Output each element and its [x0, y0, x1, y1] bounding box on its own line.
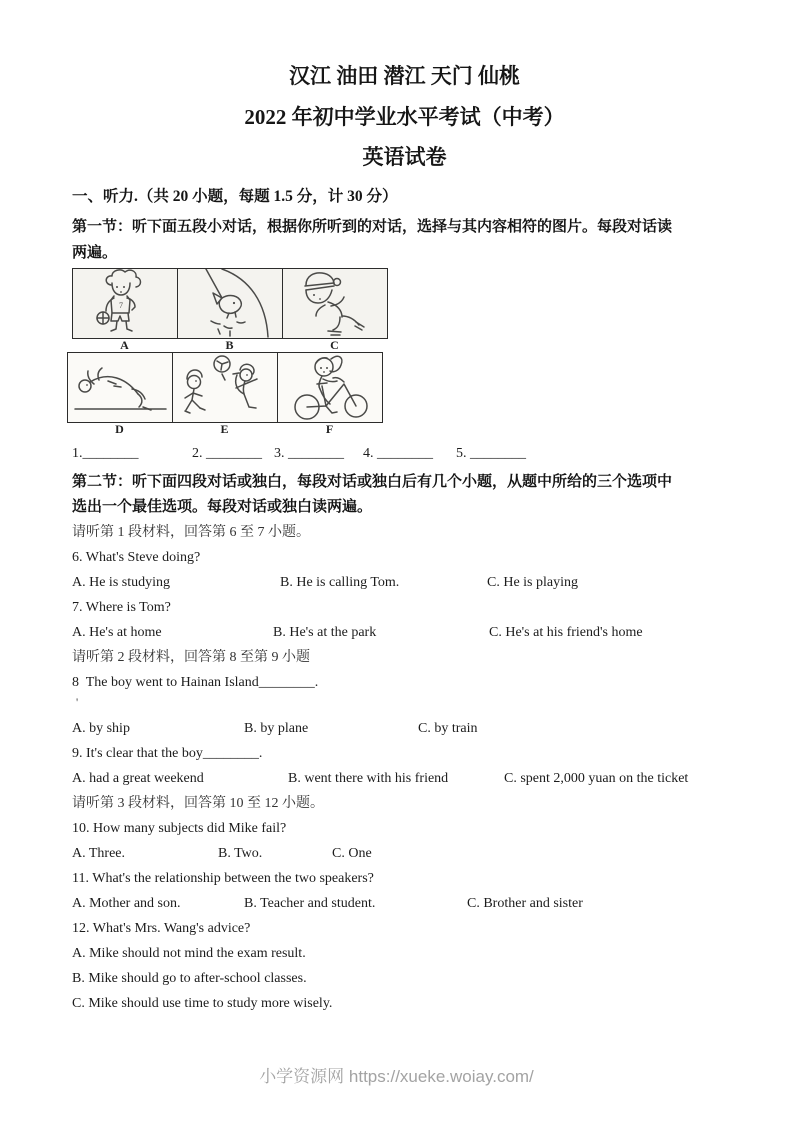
question-11-option-c: C. Brother and sister [467, 896, 583, 911]
material-3-note: 请听第 3 段材料，回答第 10 至 12 小题。 [72, 796, 324, 811]
picture-label-b: B [225, 338, 234, 352]
question-6-option-a: A. He is studying [72, 575, 170, 590]
question-8: 8 The boy went to Hainan Island________. [72, 675, 319, 690]
picture-row-1 [72, 268, 392, 339]
question-12-option-a: A. Mike should not mind the exam result. [72, 946, 306, 961]
part2-instructions-line1: 第二节：听下面四段对话或独白，每段对话或独白后有几个小题，从题中所给的三个选项中 [72, 474, 673, 490]
part1-instructions-line2: 两遍。 [72, 245, 118, 261]
question-9-option-b: B. went there with his friend [288, 771, 449, 786]
scan-stray-mark: ' [76, 695, 79, 709]
answer-blank-1: 1.________ [72, 446, 139, 461]
listening-section-heading: 一、听力.（共 20 小题，每题 1.5 分，计 30 分） [72, 188, 398, 205]
exam-content [72, 62, 737, 1016]
question-10-option-c: C. One [332, 846, 372, 861]
picture-basketball-boy [72, 268, 178, 339]
question-6-option-c: C. He is playing [487, 575, 578, 590]
question-8-options [72, 716, 737, 741]
question-11-options [72, 891, 737, 916]
picture-grid [72, 268, 392, 436]
question-8-option-b: B. by plane [244, 721, 309, 736]
question-6-option-b: B. He is calling Tom. [280, 575, 400, 590]
picture-label-d: D [115, 422, 124, 436]
part2-instructions-line2: 选出一个最佳选项。每段对话或独白读两遍。 [72, 499, 373, 515]
exam-title: 2022 年初中学业水平考试（中考） [244, 105, 565, 129]
question-6-options [72, 570, 737, 595]
question-10-options [72, 841, 737, 866]
question-12: 12. What's Mrs. Wang's advice? [72, 921, 251, 936]
answer-blank-5: 5. ________ [456, 446, 526, 461]
question-11: 11. What's the relationship between the two speakers? [72, 871, 374, 886]
picture-label-e: E [220, 422, 229, 436]
picture-row-2 [67, 352, 392, 423]
question-7-option-c: C. He's at his friend's home [489, 625, 643, 640]
question-9-option-a: A. had a great weekend [72, 771, 204, 786]
picture-labels-row-2 [67, 423, 392, 436]
picture-kids-football [172, 352, 278, 423]
question-12-option-c: C. Mike should use time to study more wisely. [72, 996, 333, 1011]
question-9-option-c: C. spent 2,000 yuan on the ticket [504, 771, 689, 786]
question-9-options [72, 766, 737, 791]
picture-ice-skater [282, 268, 388, 339]
question-10-option-a: A. Three. [72, 846, 125, 861]
question-7: 7. Where is Tom? [72, 600, 171, 615]
question-11-option-b: B. Teacher and student. [244, 896, 376, 911]
picture-label-f: F [325, 422, 334, 436]
watermark-text: 小学资源网 https://xueke.woiay.com/ [259, 1067, 534, 1086]
question-10: 10. How many subjects did Mike fail? [72, 821, 287, 836]
question-7-option-a: A. He's at home [72, 625, 162, 640]
question-6: 6. What's Steve doing? [72, 550, 201, 565]
question-8-option-c: C. by train [418, 721, 478, 736]
question-11-option-a: A. Mother and son. [72, 896, 181, 911]
question-8-option-a: A. by ship [72, 721, 130, 736]
material-2-note: 请听第 2 段材料，回答第 8 至第 9 小题 [72, 650, 310, 665]
part1-instructions-line1: 第一节：听下面五段小对话，根据你所听到的对话，选择与其内容相符的图片。每段对话读 [72, 219, 673, 235]
question-12-option-b: B. Mike should go to after-school classes. [72, 971, 307, 986]
answer-blank-3: 3. ________ [274, 446, 344, 461]
picture-fish-on-line [177, 268, 283, 339]
picture-label-c: C [330, 338, 339, 352]
answer-blanks-row [72, 446, 737, 466]
question-10-option-b: B. Two. [218, 846, 263, 861]
answer-blank-2: 2. ________ [192, 446, 262, 461]
question-7-option-b: B. He's at the park [273, 625, 377, 640]
region-title: 汉江 油田 潜江 天门 仙桃 [289, 64, 520, 88]
svg-text:7: 7 [119, 301, 123, 310]
subject-title: 英语试卷 [362, 145, 447, 169]
picture-labels-row-1 [72, 339, 392, 352]
picture-label-a: A [120, 338, 129, 352]
question-7-options [72, 620, 737, 645]
material-1-note: 请听第 1 段材料，回答第 6 至 7 小题。 [72, 525, 310, 540]
picture-girl-bicycle [277, 352, 383, 423]
picture-high-jump [67, 352, 173, 423]
answer-blank-4: 4. ________ [363, 446, 433, 461]
question-9: 9. It's clear that the boy________. [72, 746, 263, 761]
site-watermark [0, 1062, 793, 1087]
